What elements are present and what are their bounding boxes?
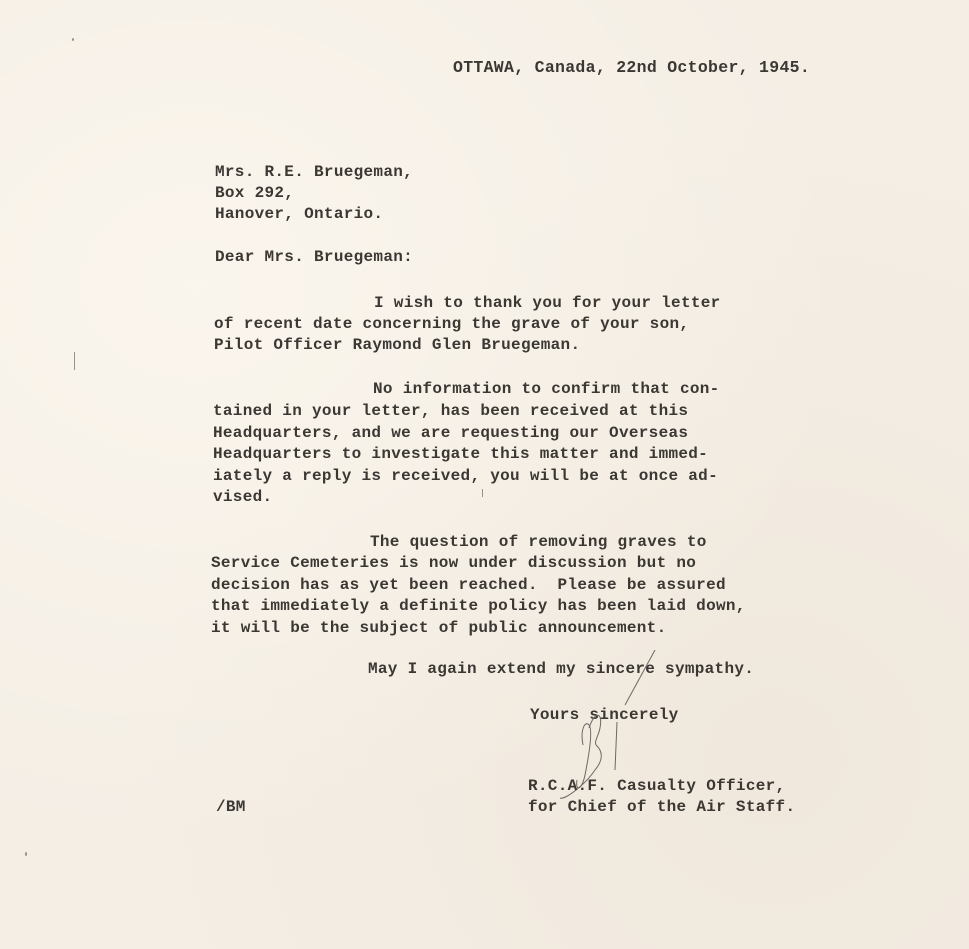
paragraph-line: Service Cemeteries is now under discussion but no bbox=[211, 554, 697, 572]
paragraph-line: Headquarters to investigate this matter and immed- bbox=[213, 445, 709, 463]
recipient-address: Box 292, bbox=[215, 184, 295, 202]
paragraph-line: tained in your letter, has been received at this bbox=[213, 402, 689, 420]
paper-speck bbox=[72, 38, 74, 41]
signature-stroke bbox=[615, 722, 617, 770]
paper-speck bbox=[482, 489, 483, 497]
recipient-name: Mrs. R.E. Bruegeman, bbox=[215, 163, 414, 181]
paragraph-line: No information to confirm that con- bbox=[373, 380, 720, 398]
paragraph-line: it will be the subject of public announcement. bbox=[211, 619, 667, 637]
recipient-city: Hanover, Ontario. bbox=[215, 205, 384, 223]
paragraph-line: iately a reply is received, you will be at once ad- bbox=[213, 467, 718, 485]
paragraph-line: vised. bbox=[213, 488, 273, 506]
reference-initials: /BM bbox=[216, 798, 246, 816]
signature-stroke bbox=[625, 650, 655, 705]
paragraph-line: The question of removing graves to bbox=[370, 533, 707, 551]
paper-speck bbox=[74, 352, 75, 370]
paragraph-line: decision has as yet been reached. Please be assured bbox=[211, 576, 726, 594]
closing-sentence: May I again extend my sincere sympathy. bbox=[368, 660, 755, 678]
dateline: OTTAWA, Canada, 22nd October, 1945. bbox=[453, 58, 811, 77]
paragraph-line: Headquarters, and we are requesting our Overseas bbox=[213, 424, 689, 442]
paragraph-line: Pilot Officer Raymond Glen Bruegeman. bbox=[214, 336, 581, 354]
paragraph-line: I wish to thank you for your letter bbox=[374, 294, 721, 312]
signatory-on-behalf: for Chief of the Air Staff. bbox=[528, 798, 796, 816]
complimentary-close: Yours sincerely bbox=[530, 706, 679, 724]
paragraph-line: of recent date concerning the grave of your son, bbox=[214, 315, 690, 333]
salutation: Dear Mrs. Bruegeman: bbox=[215, 248, 414, 266]
paper-speck bbox=[25, 852, 27, 856]
signatory-title: R.C.A.F. Casualty Officer, bbox=[528, 777, 786, 795]
paragraph-line: that immediately a definite policy has been laid down, bbox=[211, 597, 746, 615]
